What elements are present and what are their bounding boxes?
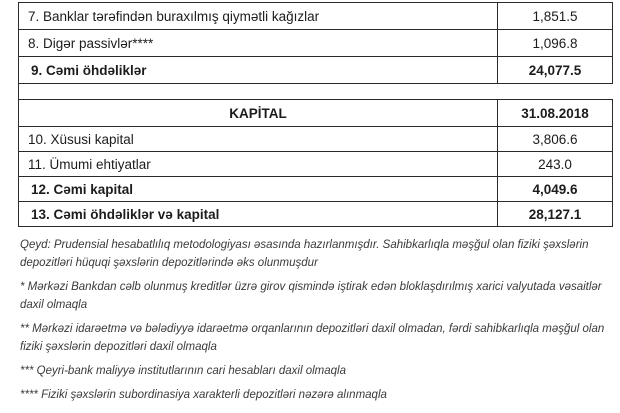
row-label: 8. Digər passivlər****	[19, 30, 498, 57]
footnotes-section	[18, 236, 606, 404]
table-section-gap	[18, 84, 19, 99]
row-value: 4,049.6	[498, 177, 613, 202]
row-value: 24,077.5	[498, 57, 613, 84]
row-label: 9. Cəmi öhdəliklər	[19, 57, 498, 84]
table-row-12-total-capital	[19, 177, 613, 202]
note-asterisk-3: *** Qeyri-bank maliyyə institutlarının cari hesabları daxil olmaqla	[20, 365, 346, 377]
liabilities-table	[18, 2, 613, 84]
row-label: 13. Cəmi öhdəliklər və kapital	[19, 202, 498, 227]
note-qeyd: Qeyd: Prudensial hesabatlılıq metodologiyası əsasında hazırlanmışdır. Sahibkarlıqla məşğul olan fiziki şəxslərin depozitləri hüquqi şəxslərin depozitlərində əks olunmuşdur	[20, 239, 589, 269]
row-value: 243.0	[498, 152, 613, 177]
row-label: 11. Ümumi ehtiyatlar	[19, 152, 498, 177]
table-row-13-total-liabilities-and-capital	[19, 202, 613, 227]
row-value: 3,806.6	[498, 127, 613, 152]
report-date: 31.08.2018	[498, 100, 613, 127]
row-value: 28,127.1	[498, 202, 613, 227]
note-asterisk-4: **** Fiziki şəxslərin subordinasiya xarakterli depozitləri nəzərə alınmaqla	[20, 389, 387, 401]
note-asterisk-1: * Mərkəzi Bankdan cəlb olunmuş kreditlər üzrə girov qismində iştirak edən bloklaşdırılmış xarici valyutada vəsaitlər daxil olmaqla	[20, 281, 602, 311]
row-label: 10. Xüsusi kapital	[19, 127, 498, 152]
row-label: 7. Banklar tərəfindən buraxılmış qiymətli kağızlar	[19, 3, 498, 30]
note-asterisk-2: ** Mərkəzi idarəetmə və bələdiyyə idarəetmə orqanlarının depozitləri daxil olmadan, fərdi sahibkarlıqla məşğul olan fiziki şəxslərin depozitləri daxil olmaqla	[20, 323, 605, 353]
capital-section-title: KAPİTAL	[19, 100, 498, 127]
capital-header-row	[19, 100, 613, 127]
row-value: 1,851.5	[498, 3, 613, 30]
row-value: 1,096.8	[498, 30, 613, 57]
table-row-10	[19, 127, 613, 152]
table-row-9-total-liabilities	[19, 57, 613, 84]
table-row-7	[19, 3, 613, 30]
table-row-8	[19, 30, 613, 57]
row-label: 12. Cəmi kapital	[19, 177, 498, 202]
table-row-11	[19, 152, 613, 177]
capital-table	[18, 99, 613, 227]
